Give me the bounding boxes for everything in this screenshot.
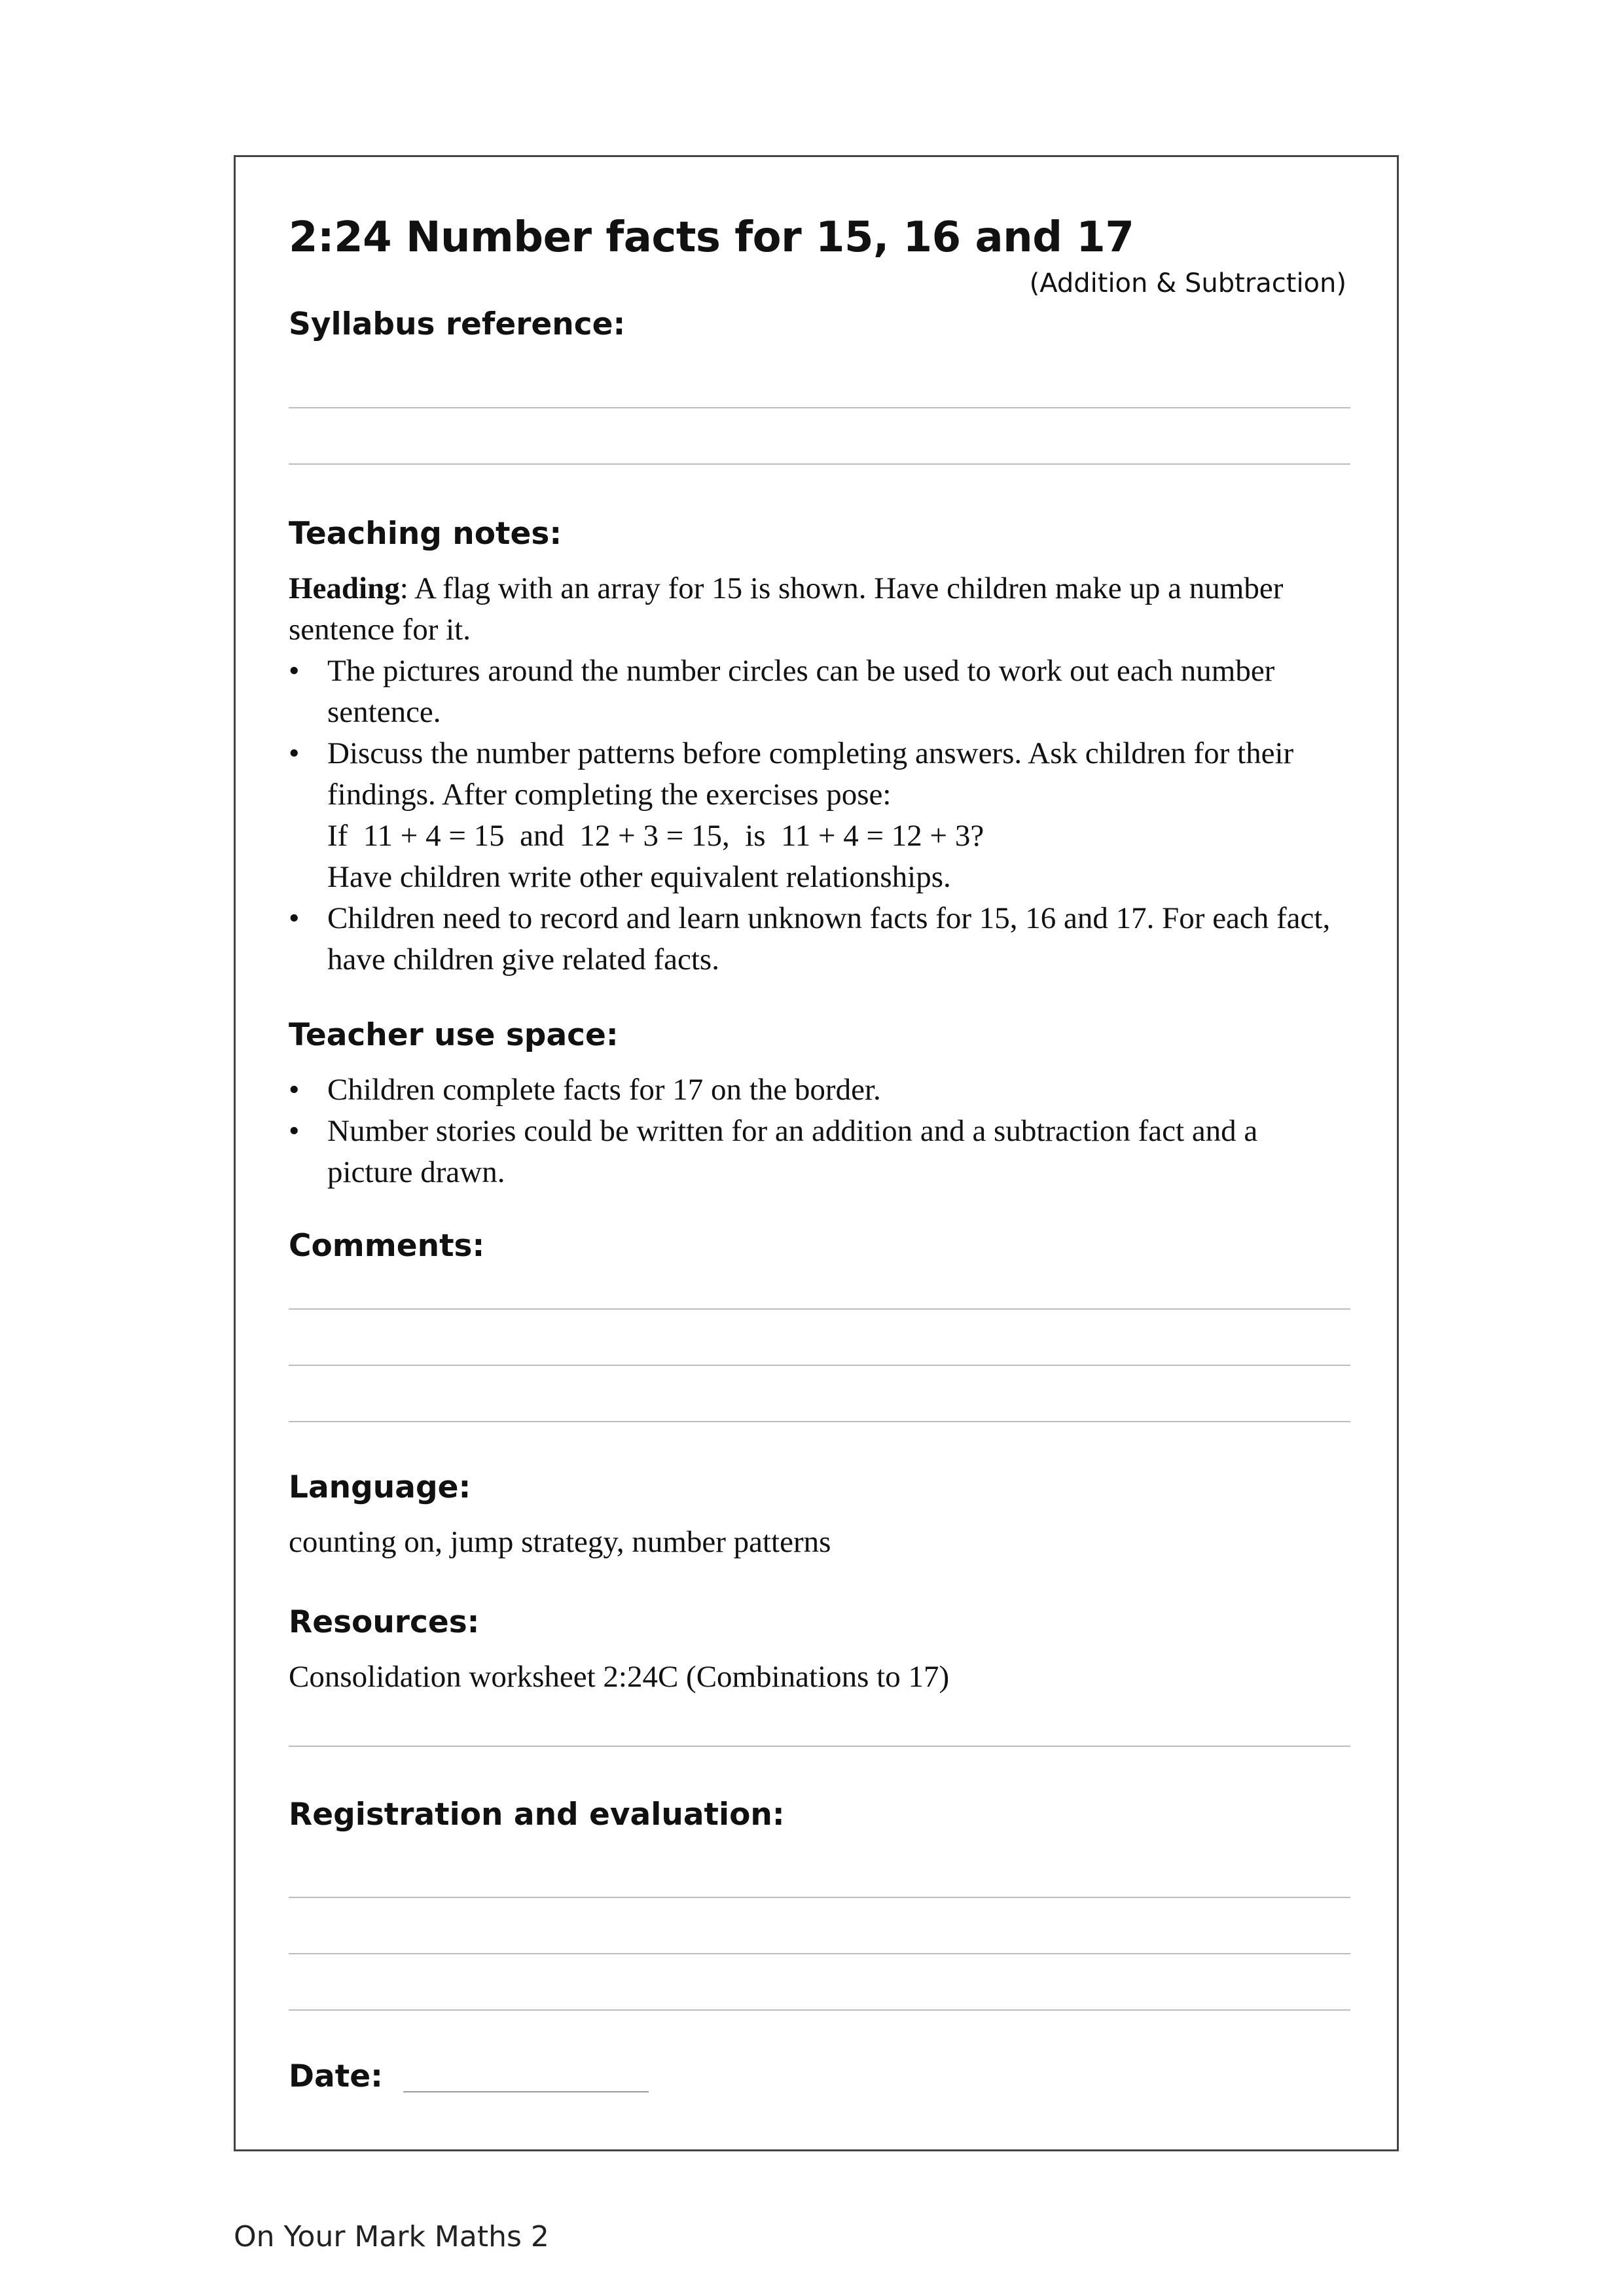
teacher-use-bullet-1: • Children complete facts for 17 on the border. bbox=[289, 1069, 1350, 1111]
language-heading: Language: bbox=[289, 1469, 471, 1505]
page-title: 2:24 Number facts for 15, 16 and 17 bbox=[289, 213, 1134, 262]
comments-line-3[interactable] bbox=[289, 1421, 1350, 1422]
page-footer: On Your Mark Maths 2 bbox=[234, 2220, 549, 2253]
registration-line-3[interactable] bbox=[289, 2009, 1350, 2011]
syllabus-heading: Syllabus reference: bbox=[289, 306, 626, 342]
comments-line-1[interactable] bbox=[289, 1308, 1350, 1310]
teaching-notes-intro-bold: Heading bbox=[289, 571, 400, 605]
page-subtitle: (Addition & Subtraction) bbox=[1029, 268, 1346, 298]
resources-heading: Resources: bbox=[289, 1604, 480, 1640]
teaching-notes-body bbox=[289, 568, 1350, 980]
language-text: counting on, jump strategy, number patterns bbox=[289, 1525, 831, 1559]
teacher-use-heading: Teacher use space: bbox=[289, 1017, 619, 1053]
equation-question: If 11 + 4 = 15 and 12 + 3 = 15, is 11 + 4 = 12 + 3? bbox=[327, 819, 984, 853]
lesson-frame bbox=[234, 155, 1399, 2151]
teaching-note-bullet-1: • The pictures around the number circles can be used to work out each number sentence. bbox=[289, 651, 1350, 733]
registration-heading: Registration and evaluation: bbox=[289, 1797, 785, 1833]
resources-line[interactable] bbox=[289, 1746, 1350, 1747]
syllabus-line-1[interactable] bbox=[289, 407, 1350, 408]
teaching-notes-intro-text: : A flag with an array for 15 is shown. Have children make up a number sentence for it. bbox=[289, 571, 1284, 647]
registration-line-1[interactable] bbox=[289, 1897, 1350, 1898]
bullet-icon: • bbox=[289, 1073, 300, 1107]
teaching-note-bullet-2: • Discuss the number patterns before completing answers. Ask children for their findings. After completing the exercises pose: If 11 + 4 = 15 and 12 + 3 = 15, is 11 + 4 = 12 + 3? Have children write other equivalent relationships. bbox=[289, 733, 1350, 898]
teaching-notes-intro bbox=[289, 568, 1350, 651]
bullet-icon: • bbox=[289, 654, 300, 688]
bullet-icon: • bbox=[289, 736, 300, 770]
comments-line-2[interactable] bbox=[289, 1365, 1350, 1366]
syllabus-line-2[interactable] bbox=[289, 463, 1350, 465]
teaching-notes-heading: Teaching notes: bbox=[289, 516, 562, 552]
teacher-use-body bbox=[289, 1069, 1350, 1193]
date-field-line[interactable] bbox=[403, 2091, 649, 2092]
teacher-use-bullet-2: • Number stories could be written for an addition and a subtraction fact and a picture drawn. bbox=[289, 1111, 1309, 1193]
resources-text: Consolidation worksheet 2:24C (Combinations to 17) bbox=[289, 1660, 950, 1694]
teaching-note-bullet-3: • Children need to record and learn unknown facts for 15, 16 and 17. For each fact, have children give related facts. bbox=[289, 898, 1350, 980]
comments-heading: Comments: bbox=[289, 1228, 485, 1264]
registration-line-2[interactable] bbox=[289, 1953, 1350, 1954]
bullet-icon: • bbox=[289, 1114, 300, 1148]
date-label: Date: bbox=[289, 2058, 383, 2094]
bullet-icon: • bbox=[289, 901, 300, 935]
